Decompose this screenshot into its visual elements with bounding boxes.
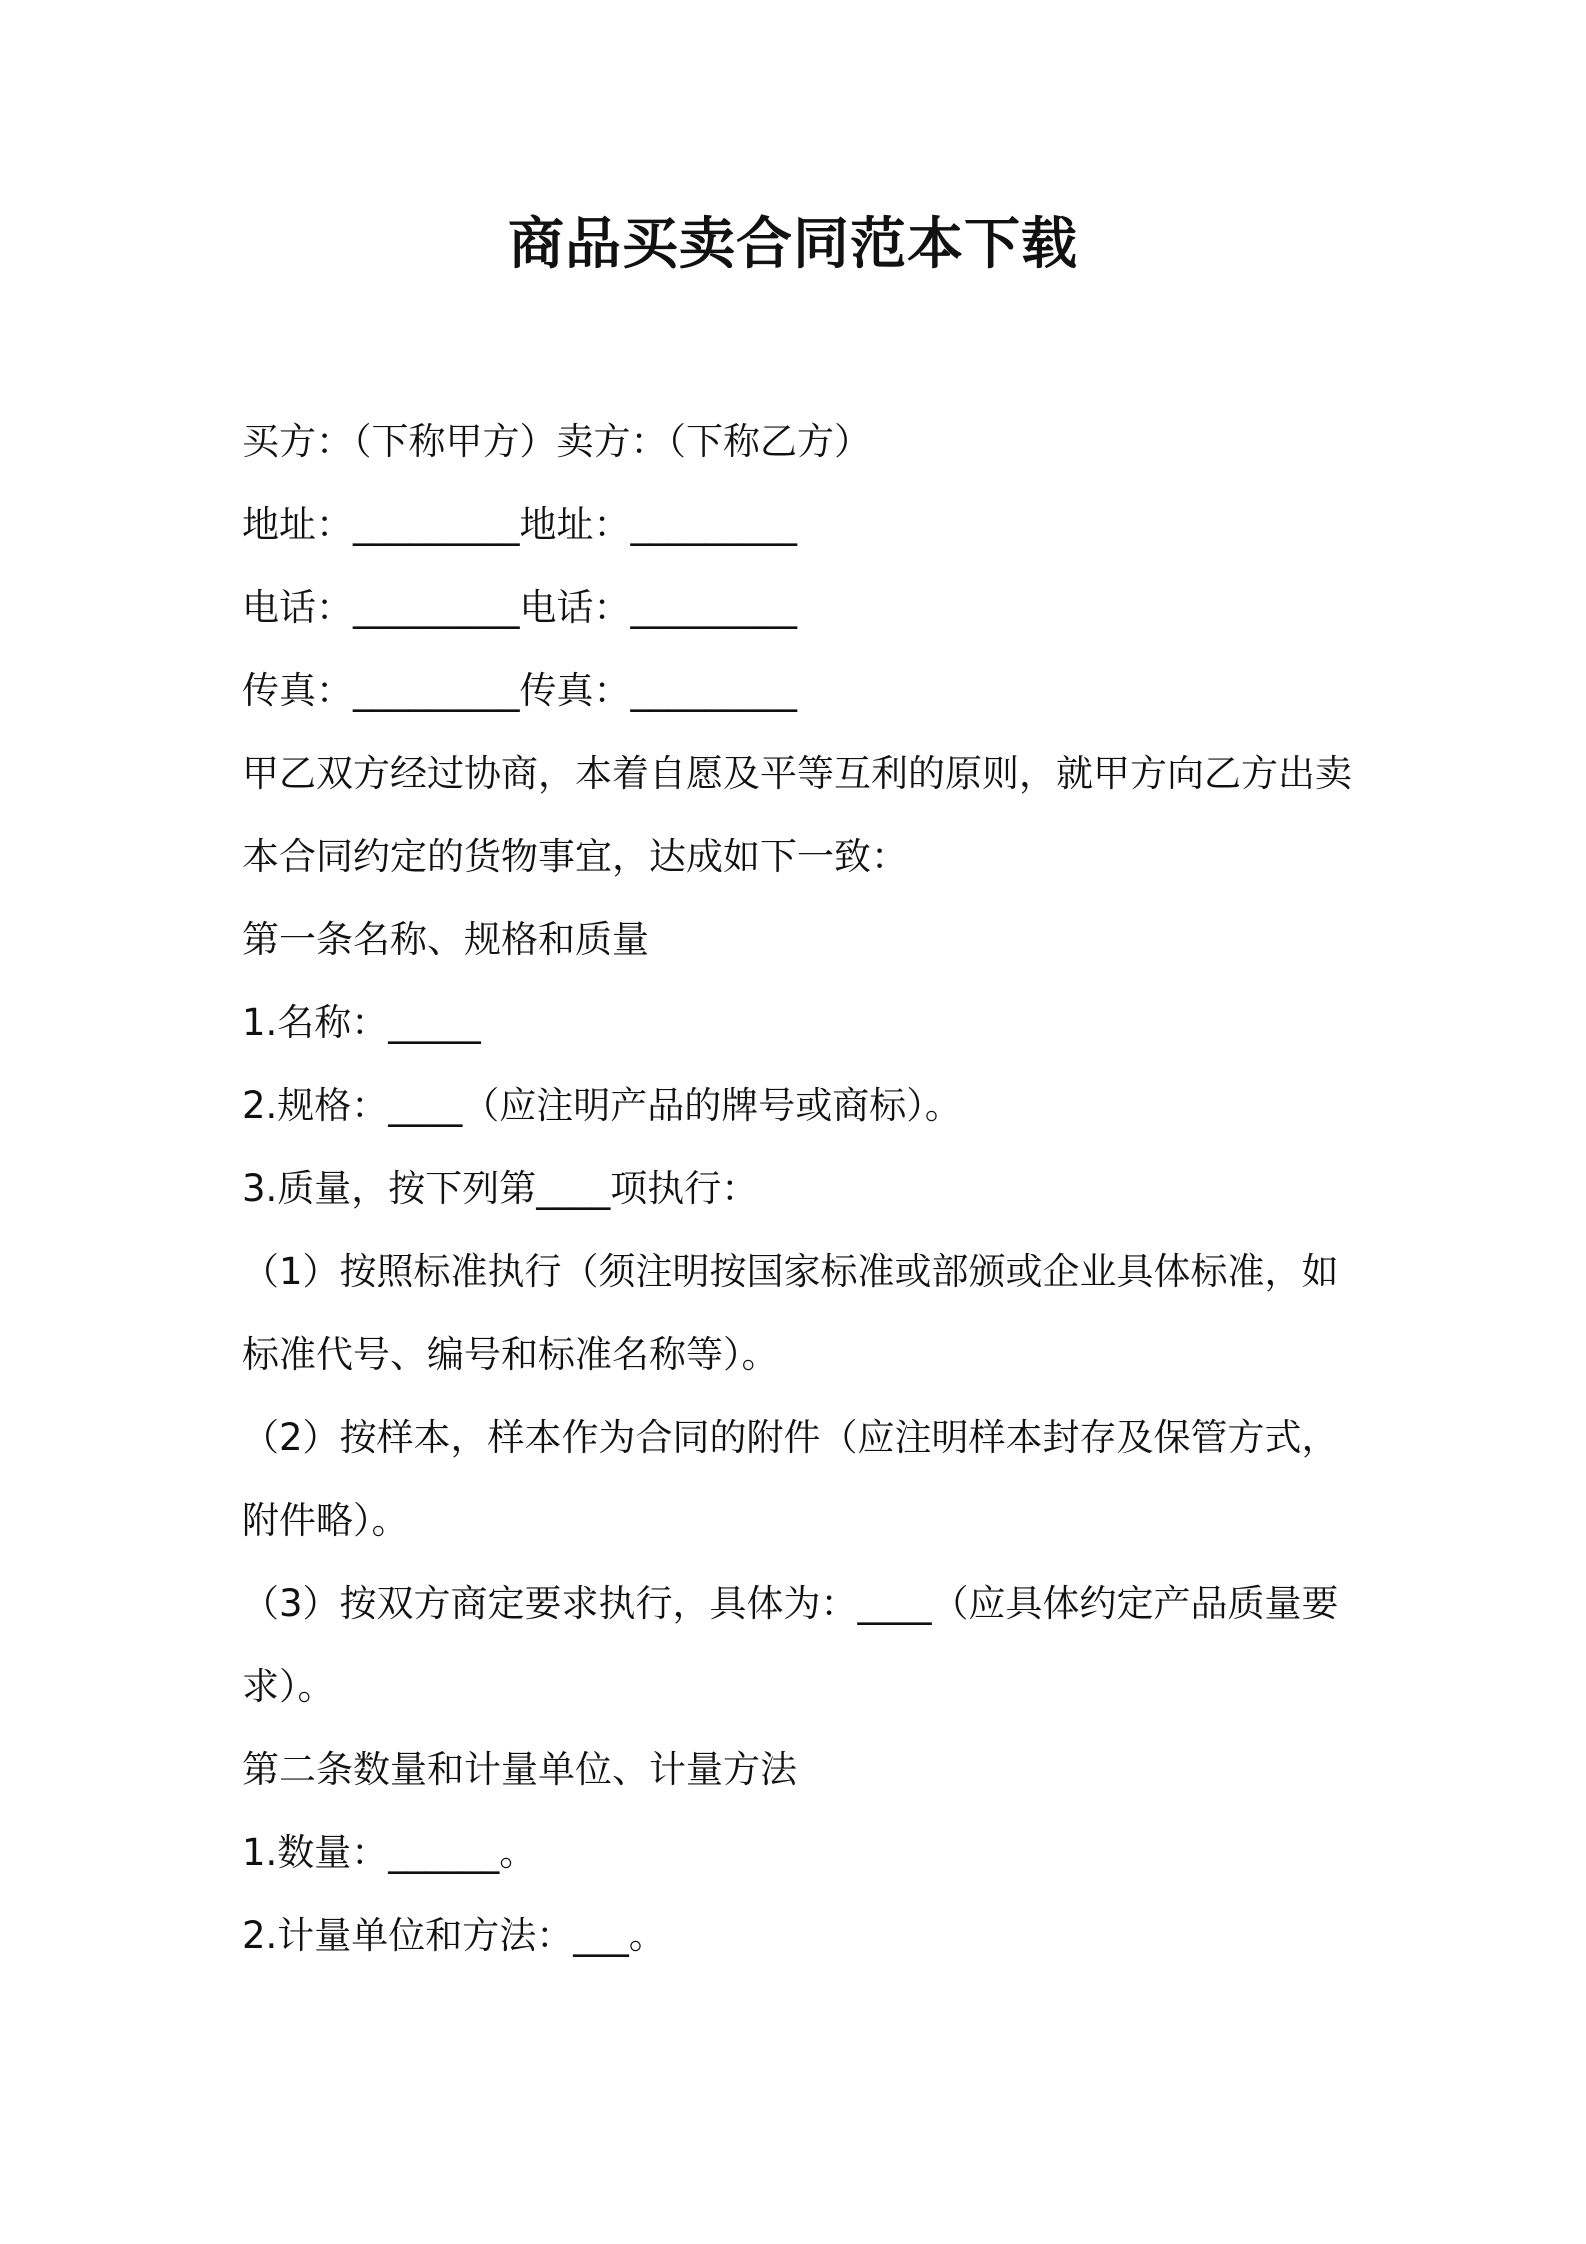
phone-line: 电话：_________电话：_________ (242, 586, 797, 629)
fax-line: 传真：_________传真：_________ (242, 669, 797, 712)
quality-option-3-line-1: （3）按双方商定要求执行，具体为：____（应具体约定产品质量要 (242, 1582, 1339, 1625)
article-2-heading: 第二条数量和计量单位、计量方法 (242, 1748, 797, 1791)
quality-option-2-line-2: 附件略）。 (242, 1499, 409, 1542)
parties-line: 买方：（下称甲方）卖方：（下称乙方） (242, 420, 871, 463)
article-1-item-spec: 2.规格：____（应注明产品的牌号或商标）。 (242, 1084, 962, 1127)
article-1-item-quality: 3.质量，按下列第____项执行： (242, 1167, 759, 1210)
quality-option-3-line-2: 求）。 (242, 1665, 335, 1708)
article-1-heading: 第一条名称、规格和质量 (242, 918, 649, 961)
preamble-line-1: 甲乙双方经过协商，本着自愿及平等互利的原则，就甲方向乙方出卖 (242, 752, 1352, 795)
quality-option-1-line-1: （1）按照标准执行（须注明按国家标准或部颁或企业具体标准，如 (242, 1250, 1339, 1293)
document-body (242, 400, 1362, 1977)
quality-option-2-line-1: （2）按样本，样本作为合同的附件（应注明样本封存及保管方式， (242, 1416, 1339, 1459)
address-line: 地址：_________地址：_________ (242, 503, 797, 546)
quality-option-1-line-2: 标准代号、编号和标准名称等）。 (242, 1333, 779, 1376)
article-1-item-name: 1.名称：_____ (242, 1001, 481, 1044)
document-title: 商品买卖合同范本下载 (508, 212, 1078, 277)
article-2-item-quantity: 1.数量：______。 (242, 1831, 537, 1874)
preamble-line-2: 本合同约定的货物事宜，达成如下一致： (242, 835, 908, 878)
article-2-item-unit-method: 2.计量单位和方法：___。 (242, 1914, 666, 1957)
